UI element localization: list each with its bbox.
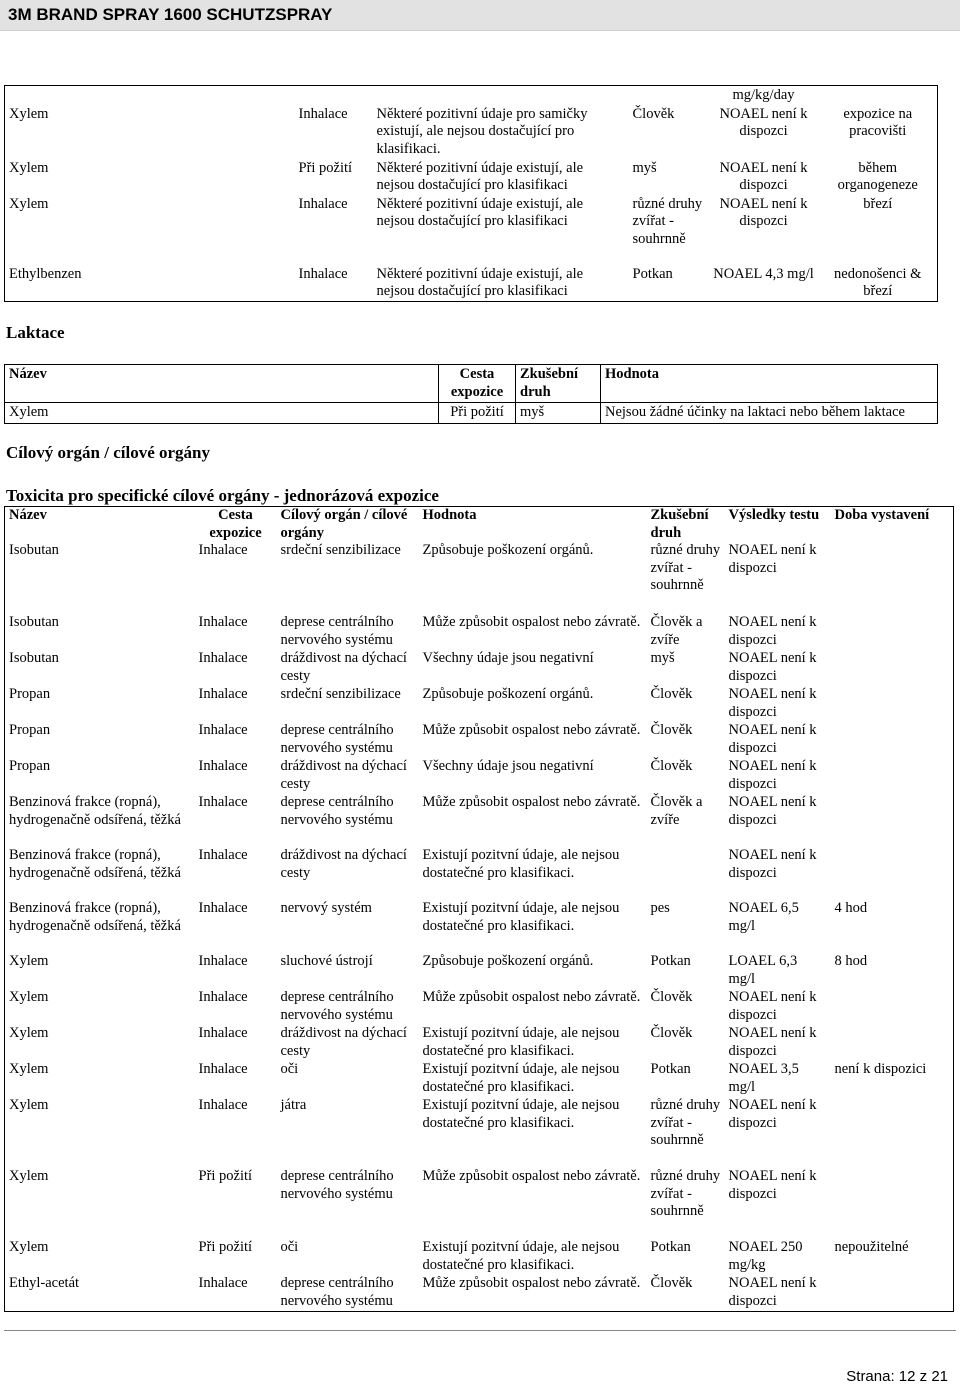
cell-value: Může způsobit ospalost nebo závratě. bbox=[422, 1168, 641, 1184]
cell-result: NOAEL není k dispozci bbox=[719, 195, 808, 229]
cell-target-organ: srdeční senzibilizace bbox=[280, 686, 401, 702]
cell-value: Některé pozitivní údaje existují, ale nejsou dostačující pro klasifikaci bbox=[376, 265, 584, 299]
table-row bbox=[5, 650, 954, 686]
cell-value: Způsobuje poškození orgánů. bbox=[422, 686, 594, 702]
cell-target-organ: oči bbox=[280, 1239, 299, 1255]
cell-value: Může způsobit ospalost nebo závratě. bbox=[422, 989, 641, 1005]
cell-target-organ: deprese centrálního nervového systému bbox=[280, 614, 394, 648]
cell-value bbox=[373, 86, 629, 105]
cell-target-organ: srdeční senzibilizace bbox=[280, 542, 401, 558]
cell-name: Isobutan bbox=[9, 614, 59, 630]
table-row bbox=[5, 195, 938, 265]
cell-value: Může způsobit ospalost nebo závratě. bbox=[422, 722, 641, 738]
table-row bbox=[5, 542, 954, 614]
cell-species: různé druhy zvířat - souhrnně bbox=[650, 1097, 721, 1148]
table-row bbox=[5, 794, 954, 847]
cell-results: NOAEL není k dispozci bbox=[728, 758, 817, 792]
cell-results: NOAEL 250 mg/kg bbox=[728, 1239, 803, 1273]
cell-route: Při požití bbox=[298, 159, 353, 176]
cell-target-organ: deprese centrálního nervového systému bbox=[280, 794, 394, 828]
cell-duration bbox=[831, 1025, 954, 1061]
cell-value: Existují pozitvní údaje, ale nejsou dostatečné pro klasifikaci. bbox=[422, 1061, 620, 1095]
page-number: Strana: 12 z 21 bbox=[846, 1368, 948, 1385]
cell-target-organ: nervový systém bbox=[280, 900, 372, 916]
cell-duration bbox=[831, 1168, 954, 1239]
cell-value: Může způsobit ospalost nebo závratě. bbox=[422, 794, 641, 810]
cell-route: Inhalace bbox=[198, 1275, 248, 1291]
cell-duration bbox=[831, 614, 954, 650]
cell-target-organ: deprese centrálního nervového systému bbox=[280, 722, 394, 756]
cell-target-organ: oči bbox=[280, 1061, 299, 1077]
cell-note: březí bbox=[863, 195, 893, 212]
cell-duration bbox=[831, 722, 954, 758]
cell-result: NOAEL není k dispozci bbox=[719, 105, 808, 139]
cell-duration bbox=[831, 1097, 954, 1168]
cell-value: Existují pozitvní údaje, ale nejsou dostatečné pro klasifikaci. bbox=[422, 1097, 620, 1131]
cell-name: Xylem bbox=[9, 159, 49, 176]
cell-duration: 4 hod bbox=[834, 900, 868, 916]
cell-route: Při požití bbox=[439, 403, 516, 424]
table-row bbox=[5, 722, 954, 758]
cell-duration bbox=[831, 542, 954, 614]
cell-target-organ: deprese centrálního nervového systému bbox=[280, 1275, 394, 1309]
cell-route: Inhalace bbox=[298, 195, 348, 212]
cell-results: LOAEL 6,3 mg/l bbox=[728, 953, 798, 987]
cell-name: Xylem bbox=[9, 1025, 49, 1041]
cell-route: Inhalace bbox=[198, 847, 248, 863]
cell-species: Člověk bbox=[650, 722, 693, 738]
cell-route: Inhalace bbox=[298, 265, 348, 282]
col-value: Hodnota bbox=[601, 365, 938, 403]
table-row bbox=[5, 614, 954, 650]
table-row bbox=[5, 105, 938, 159]
cell-species: Člověk bbox=[632, 105, 675, 122]
cell-value: Způsobuje poškození orgánů. bbox=[422, 953, 594, 969]
cell-name: Xylem bbox=[9, 105, 49, 122]
cell-species: Potkan bbox=[650, 1061, 691, 1077]
cell-results: NOAEL není k dispozci bbox=[728, 722, 817, 756]
reproductive-toxicity-table bbox=[4, 85, 938, 302]
cell-name: Benzinová frakce (ropná), hydrogenačně odsířená, těžká bbox=[9, 900, 181, 934]
cell-results: NOAEL není k dispozci bbox=[728, 989, 817, 1023]
cell-duration bbox=[831, 794, 954, 847]
cell-name: Xylem bbox=[9, 195, 49, 212]
table-row bbox=[5, 1061, 954, 1097]
cell-name: Xylem bbox=[9, 1168, 49, 1184]
cell-value: Všechny údaje jsou negativní bbox=[422, 650, 594, 666]
cell-species: různé druhy zvířat - souhrnně bbox=[650, 1168, 721, 1219]
document-title: 3M BRAND SPRAY 1600 SCHUTZSPRAY bbox=[8, 5, 333, 24]
cell-name: Xylem bbox=[9, 1239, 49, 1255]
cell-name: Xylem bbox=[9, 953, 49, 969]
cell-name: Propan bbox=[9, 686, 51, 702]
cell-results: NOAEL není k dispozci bbox=[728, 847, 817, 881]
cell-species: myš bbox=[650, 650, 675, 666]
cell-note bbox=[819, 86, 938, 105]
cell-results: NOAEL není k dispozci bbox=[728, 1168, 817, 1202]
cell-route: Inhalace bbox=[198, 953, 248, 969]
table-row bbox=[5, 159, 938, 195]
cell-note: expozice na pracovišti bbox=[843, 105, 913, 139]
col-name: Název bbox=[5, 365, 439, 403]
cell-value: Způsobuje poškození orgánů. bbox=[422, 542, 594, 558]
cell-name: Isobutan bbox=[9, 542, 59, 558]
cell-results: NOAEL není k dispozci bbox=[728, 1097, 817, 1131]
cell-route: Inhalace bbox=[198, 1061, 248, 1077]
cell-results: NOAEL není k dispozci bbox=[728, 1275, 817, 1309]
table-row bbox=[5, 1239, 954, 1275]
cell-route: Inhalace bbox=[198, 794, 248, 810]
target-organ-title: Cílový orgán / cílové orgány bbox=[6, 443, 210, 462]
document-header bbox=[0, 0, 960, 31]
cell-duration bbox=[831, 758, 954, 794]
cell-species: pes bbox=[650, 900, 670, 916]
cell-duration bbox=[831, 1275, 954, 1311]
col-route: Cesta expozice bbox=[209, 507, 262, 541]
lactation-header-row bbox=[5, 365, 938, 403]
cell-name: Benzinová frakce (ropná), hydrogenačně odsířená, těžká bbox=[9, 847, 181, 881]
table-row bbox=[5, 953, 954, 989]
cell-value: Může způsobit ospalost nebo závratě. bbox=[422, 1275, 641, 1291]
lactation-title: Laktace bbox=[6, 323, 65, 342]
cell-value: Může způsobit ospalost nebo závratě. bbox=[422, 614, 641, 630]
cell-results: NOAEL není k dispozci bbox=[728, 542, 817, 576]
table-row bbox=[5, 1168, 954, 1239]
cell-target-organ: deprese centrálního nervového systému bbox=[280, 989, 394, 1023]
footer-divider bbox=[4, 1330, 956, 1331]
cell-route: Inhalace bbox=[198, 614, 248, 630]
cell-duration bbox=[831, 686, 954, 722]
col-route: Cesta expozice bbox=[439, 365, 516, 403]
cell-route: Inhalace bbox=[198, 1025, 248, 1041]
cell-result: mg/kg/day bbox=[732, 87, 795, 103]
table-row bbox=[5, 1097, 954, 1168]
cell-species: Člověk bbox=[650, 1275, 693, 1291]
col-name: Název bbox=[9, 507, 47, 523]
cell-route: Inhalace bbox=[198, 542, 248, 558]
cell-route: Inhalace bbox=[198, 900, 248, 916]
cell-name: Xylem bbox=[9, 1097, 49, 1113]
cell-results: NOAEL není k dispozci bbox=[728, 686, 817, 720]
cell-name: Propan bbox=[9, 758, 51, 774]
cell-route: Inhalace bbox=[198, 686, 248, 702]
cell-species: Člověk a zvíře bbox=[650, 614, 703, 648]
cell-duration bbox=[831, 650, 954, 686]
cell-species: Člověk bbox=[650, 686, 693, 702]
cell-species: myš bbox=[632, 159, 657, 176]
cell-target-organ: játra bbox=[280, 1097, 307, 1113]
cell-species: Potkan bbox=[650, 1239, 691, 1255]
table-row bbox=[5, 86, 938, 105]
table-row bbox=[5, 989, 954, 1025]
cell-species: Člověk bbox=[650, 989, 693, 1005]
table-row bbox=[5, 265, 938, 302]
cell-duration bbox=[831, 847, 954, 900]
cell-route: Inhalace bbox=[198, 758, 248, 774]
cell-results: NOAEL není k dispozci bbox=[728, 650, 817, 684]
cell-name: Propan bbox=[9, 722, 51, 738]
col-target-organ: Cílový orgán / cílové orgány bbox=[280, 507, 408, 541]
cell-name: Xylem bbox=[5, 403, 439, 424]
table-row bbox=[5, 847, 954, 900]
cell-target-organ: deprese centrálního nervového systému bbox=[280, 1168, 394, 1202]
cell-result: NOAEL není k dispozci bbox=[719, 159, 808, 193]
cell-route bbox=[295, 86, 373, 105]
cell-results: NOAEL není k dispozci bbox=[728, 614, 817, 648]
table-row bbox=[5, 900, 954, 953]
cell-value: Některé pozitivní údaje pro samičky existují, ale nejsou dostačující pro klasifikaci. bbox=[376, 105, 588, 157]
cell-species: Člověk bbox=[650, 758, 693, 774]
reproductive-toxicity-body bbox=[5, 86, 938, 302]
cell-value: Všechny údaje jsou negativní bbox=[422, 758, 594, 774]
cell-route: Inhalace bbox=[198, 650, 248, 666]
cell-value: Některé pozitivní údaje existují, ale nejsou dostačující pro klasifikaci bbox=[376, 195, 584, 229]
cell-name: Ethyl-acetát bbox=[9, 1275, 80, 1291]
table-row bbox=[5, 1275, 954, 1311]
cell-name: Benzinová frakce (ropná), hydrogenačně odsířená, těžká bbox=[9, 794, 181, 828]
stot-header-row bbox=[5, 507, 954, 543]
cell-name: Ethylbenzen bbox=[9, 265, 82, 282]
cell-name: Xylem bbox=[9, 989, 49, 1005]
cell-species bbox=[629, 86, 709, 105]
cell-value: Nejsou žádné účinky na laktaci nebo během laktace bbox=[601, 403, 938, 424]
cell-value: Existují pozitvní údaje, ale nejsou dostatečné pro klasifikaci. bbox=[422, 847, 620, 881]
col-results: Výsledky testu bbox=[728, 507, 820, 523]
cell-target-organ: dráždivost na dýchací cesty bbox=[280, 650, 407, 684]
cell-note: během organogeneze bbox=[837, 159, 918, 193]
cell-result: NOAEL 4,3 mg/l bbox=[713, 265, 814, 282]
cell-species: Člověk a zvíře bbox=[650, 794, 703, 828]
cell-value: Existují pozitvní údaje, ale nejsou dostatečné pro klasifikaci. bbox=[422, 900, 620, 934]
cell-name: Xylem bbox=[9, 1061, 49, 1077]
col-species: Zkušební druh bbox=[516, 365, 601, 403]
cell-route: Inhalace bbox=[298, 105, 348, 122]
cell-species: Potkan bbox=[650, 953, 691, 969]
cell-value: Některé pozitivní údaje existují, ale nejsou dostačující pro klasifikaci bbox=[376, 159, 584, 193]
cell-target-organ: dráždivost na dýchací cesty bbox=[280, 1025, 407, 1059]
cell-duration: není k dispozici bbox=[834, 1061, 927, 1077]
cell-results: NOAEL není k dispozci bbox=[728, 794, 817, 828]
stot-single-body bbox=[5, 542, 954, 1311]
cell-route: Inhalace bbox=[198, 722, 248, 738]
col-value: Hodnota bbox=[422, 507, 477, 523]
col-species: Zkušební druh bbox=[650, 507, 709, 541]
col-duration: Doba vystavení bbox=[834, 507, 930, 523]
cell-target-organ: sluchové ústrojí bbox=[280, 953, 373, 969]
table-row bbox=[5, 403, 938, 424]
cell-duration: 8 hod bbox=[834, 953, 868, 969]
stot-single-table bbox=[4, 506, 954, 1312]
cell-species: různé druhy zvířat - souhrnně bbox=[650, 542, 721, 593]
cell-route: Inhalace bbox=[198, 989, 248, 1005]
cell-species: Potkan bbox=[632, 265, 673, 282]
table-row bbox=[5, 1025, 954, 1061]
cell-value: Existují pozitvní údaje, ale nejsou dostatečné pro klasifikaci. bbox=[422, 1239, 620, 1273]
cell-results: NOAEL 6,5 mg/l bbox=[728, 900, 799, 934]
lactation-table bbox=[4, 364, 938, 424]
cell-results: NOAEL 3,5 mg/l bbox=[728, 1061, 799, 1095]
cell-species: různé druhy zvířat - souhrnně bbox=[632, 195, 703, 247]
cell-route: Při požití bbox=[198, 1239, 253, 1255]
cell-duration bbox=[831, 989, 954, 1025]
cell-results: NOAEL není k dispozci bbox=[728, 1025, 817, 1059]
cell-species: Člověk bbox=[650, 1025, 693, 1041]
cell-target-organ: dráždivost na dýchací cesty bbox=[280, 847, 407, 881]
cell-target-organ: dráždivost na dýchací cesty bbox=[280, 758, 407, 792]
cell-note: nedonošenci & březí bbox=[834, 265, 922, 299]
cell-route: Inhalace bbox=[198, 1097, 248, 1113]
cell-value: Existují pozitvní údaje, ale nejsou dostatečné pro klasifikaci. bbox=[422, 1025, 620, 1059]
cell-route: Při požití bbox=[198, 1168, 253, 1184]
cell-name bbox=[5, 86, 295, 105]
stot-title: Toxicita pro specifické cílové orgány - jednorázová expozice bbox=[6, 486, 439, 505]
table-row bbox=[5, 686, 954, 722]
table-row bbox=[5, 758, 954, 794]
cell-name: Isobutan bbox=[9, 650, 59, 666]
cell-species bbox=[647, 847, 725, 900]
cell-duration: nepoužitelné bbox=[834, 1239, 909, 1255]
cell-species: myš bbox=[516, 403, 601, 424]
